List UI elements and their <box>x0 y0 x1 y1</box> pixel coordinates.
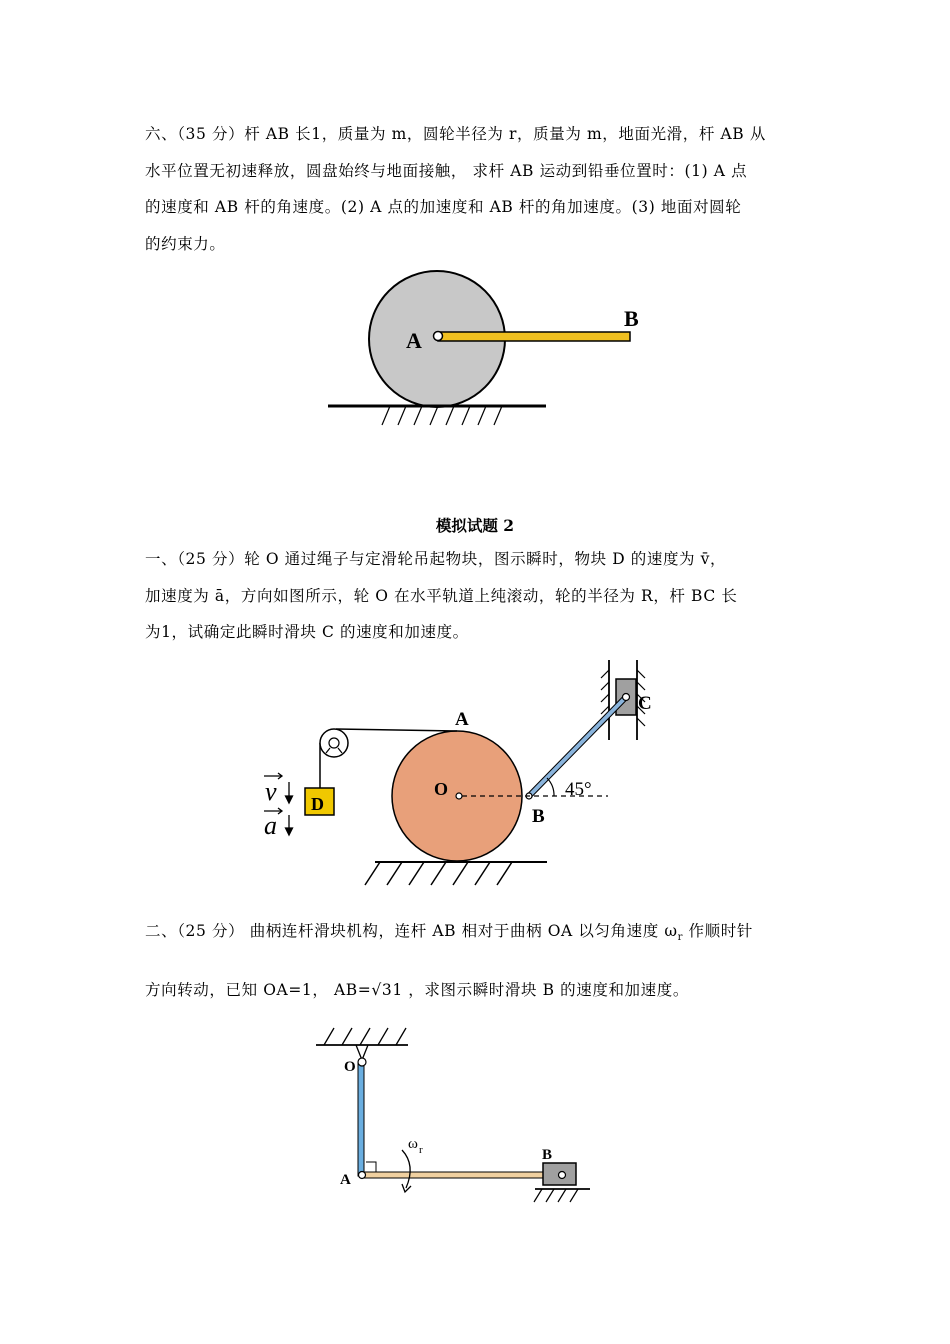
problem6-figure <box>320 265 639 440</box>
angle-label: 45° <box>565 779 592 800</box>
problem6-line-3: 的速度和 AB 杆的角速度。(2) A 点的加速度和 AB 杆的角加速度。(3) 地面对圆轮 <box>145 198 742 216</box>
crank-oa <box>358 1062 364 1176</box>
label-b: B <box>624 306 639 331</box>
problem1-line-2: 加速度为 ā，方向如图所示，轮 O 在水平轨道上纯滚动，轮的半径为 R，杆 BC 长 <box>145 586 738 605</box>
pin-o <box>358 1058 366 1066</box>
problem2-figure <box>310 1020 610 1210</box>
problem6-line-2: 水平位置无初速释放，圆盘始终与地面接触， 求杆 AB 运动到铅垂位置时：(1) A 点 <box>145 161 748 180</box>
rod-ab <box>362 1172 564 1178</box>
pin-a <box>434 332 443 341</box>
problem2-omega-sub: r <box>677 932 683 944</box>
support-hatch <box>324 1028 406 1045</box>
problem1-line-3: 为1，试确定此瞬时滑块 C 的速度和加速度。 <box>145 623 469 641</box>
label-a: A <box>340 1172 351 1188</box>
ground-hatch <box>534 1189 578 1202</box>
pulley <box>320 729 348 757</box>
omega-sub-label: r <box>419 1144 423 1156</box>
rope-top <box>336 729 457 731</box>
problem2-text <box>145 905 807 1016</box>
problem2-line-1-text: 二、（25 分） 曲柄连杆滑块机构，连杆 AB 相对于曲柄 OA 以匀角速度 ω <box>145 922 678 940</box>
problem6-line-1: 六、（35 分）杆 AB 长1，质量为 m，圆轮半径为 r，质量为 m，地面光滑，杆 AB 从 <box>145 125 766 143</box>
problem6-text <box>145 116 807 262</box>
vec-a-label: a <box>264 811 277 840</box>
omega-label: ω <box>408 1136 418 1152</box>
label-b: B <box>532 806 545 827</box>
vec-v-label: v <box>265 777 277 806</box>
arrow-a-icon <box>286 815 293 835</box>
arrow-v-icon <box>286 782 293 803</box>
rod-ab <box>438 332 630 341</box>
ground-hatch <box>382 406 502 425</box>
problem2-line-2: 方向转动，已知 OA=1， AB=√31 ，求图示瞬时滑块 B 的速度和加速度。 <box>145 981 689 1000</box>
pin-b <box>559 1172 566 1179</box>
problem1-figure <box>250 655 670 890</box>
ground-hatch <box>365 862 512 885</box>
label-b: B <box>542 1147 553 1163</box>
problem6-line-4: 的约束力。 <box>145 234 226 253</box>
label-o: O <box>434 779 449 799</box>
right-angle-mark <box>366 1162 376 1172</box>
label-o: O <box>344 1059 356 1075</box>
label-c: C <box>638 693 652 714</box>
label-d: D <box>311 794 324 814</box>
problem2-line-1-tail: 作顺时针 <box>688 922 753 940</box>
center-o <box>456 793 462 799</box>
problem1-line-1: 一、（25 分）轮 O 通过绳子与定滑轮吊起物块，图示瞬时，物块 D 的速度为 v̄， <box>145 550 727 568</box>
pin-a <box>359 1172 366 1179</box>
pin-c <box>623 694 630 701</box>
problem1-text <box>145 541 807 651</box>
exam-title: 模拟试题 2 <box>435 516 515 535</box>
problem2-line-1 <box>145 905 807 964</box>
label-a: A <box>455 709 469 730</box>
label-a: A <box>406 328 422 353</box>
omega-arrow-icon <box>402 1150 410 1188</box>
